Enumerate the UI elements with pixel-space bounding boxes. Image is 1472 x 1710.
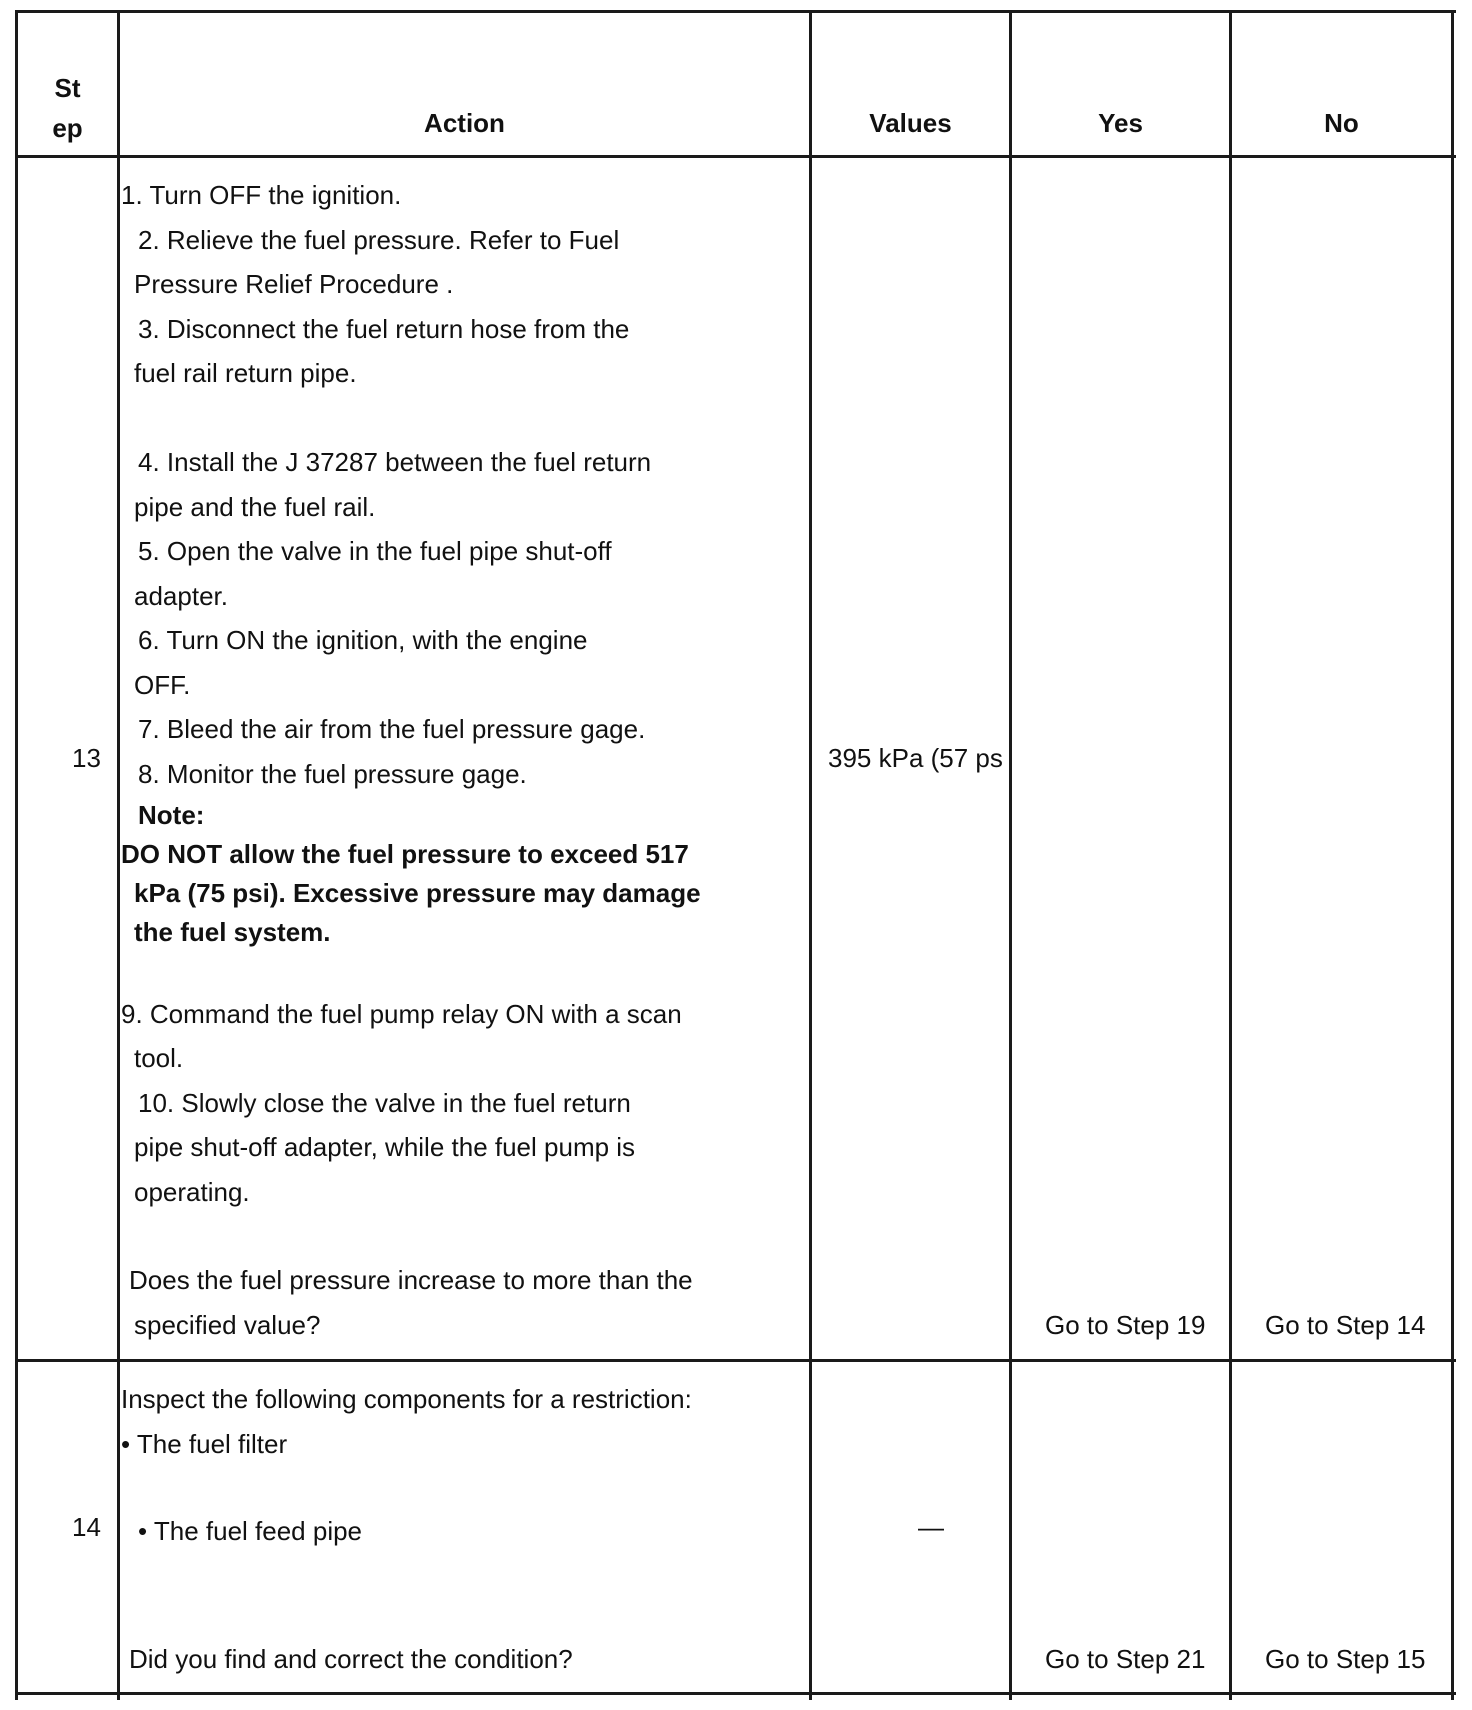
bullet-item: • The fuel filter [121,1429,288,1459]
value-cell: — [918,1512,944,1542]
question-line: specified value? [134,1310,321,1340]
note-text: the fuel system. [134,917,331,947]
action-line: 3. Disconnect the fuel return hose from the [138,314,630,344]
action-line: 7. Bleed the air from the fuel pressure gage. [138,714,646,744]
column-divider-action [809,12,812,1700]
value-cell: 395 kPa (57 ps [828,743,1003,773]
action-line: 6. Turn ON the ignition, with the engine [138,625,588,655]
table-border-right [1451,12,1454,1700]
action-line: 2. Relieve the fuel pressure. Refer to Fuel [138,225,620,255]
action-line: tool. [134,1043,184,1073]
note-text: kPa (75 psi). Excessive pressure may damage [134,878,701,908]
question-line: Did you find and correct the condition? [129,1644,573,1674]
action-line: Pressure Relief Procedure . [134,269,454,299]
note-text: DO NOT allow the fuel pressure to exceed 517 [121,839,689,869]
action-line: 4. Install the J 37287 between the fuel return [138,447,652,477]
action-line: OFF. [134,670,191,700]
action-line: pipe shut-off adapter, while the fuel pump is [134,1132,636,1162]
question-line: Does the fuel pressure increase to more than the [129,1265,693,1295]
action-line: 5. Open the valve in the fuel pipe shut-off [138,536,612,566]
action-line: Inspect the following components for a restriction: [121,1384,692,1414]
action-line: 10. Slowly close the valve in the fuel return [138,1088,631,1118]
header-values: Values [869,108,952,138]
header-action: Action [424,108,505,138]
yes-cell: Go to Step 21 [1045,1644,1206,1674]
header-no: No [1324,108,1359,138]
table-border-top [15,10,1456,13]
yes-cell: Go to Step 19 [1045,1310,1206,1340]
action-line: 1. Turn OFF the ignition. [121,180,402,210]
step-number: 14 [72,1512,101,1542]
action-line: fuel rail return pipe. [134,358,357,388]
step-number: 13 [72,743,101,773]
header-divider [15,155,1456,158]
column-divider-yes [1229,12,1232,1700]
action-line: adapter. [134,581,228,611]
note-label: Note: [138,800,205,830]
action-line: 8. Monitor the fuel pressure gage. [138,759,527,789]
no-cell: Go to Step 14 [1265,1310,1426,1340]
table-border-bottom [15,1692,1456,1695]
header-yes: Yes [1098,108,1143,138]
action-line: operating. [134,1177,250,1207]
row-divider [15,1359,1456,1362]
action-line: pipe and the fuel rail. [134,492,376,522]
table-border-left [15,12,18,1700]
action-line: 9. Command the fuel pump relay ON with a scan [121,999,682,1029]
column-divider-step [117,12,120,1700]
column-divider-values [1009,12,1012,1700]
no-cell: Go to Step 15 [1265,1644,1426,1674]
bullet-item: • The fuel feed pipe [138,1516,363,1546]
header-step: St ep [52,73,83,143]
